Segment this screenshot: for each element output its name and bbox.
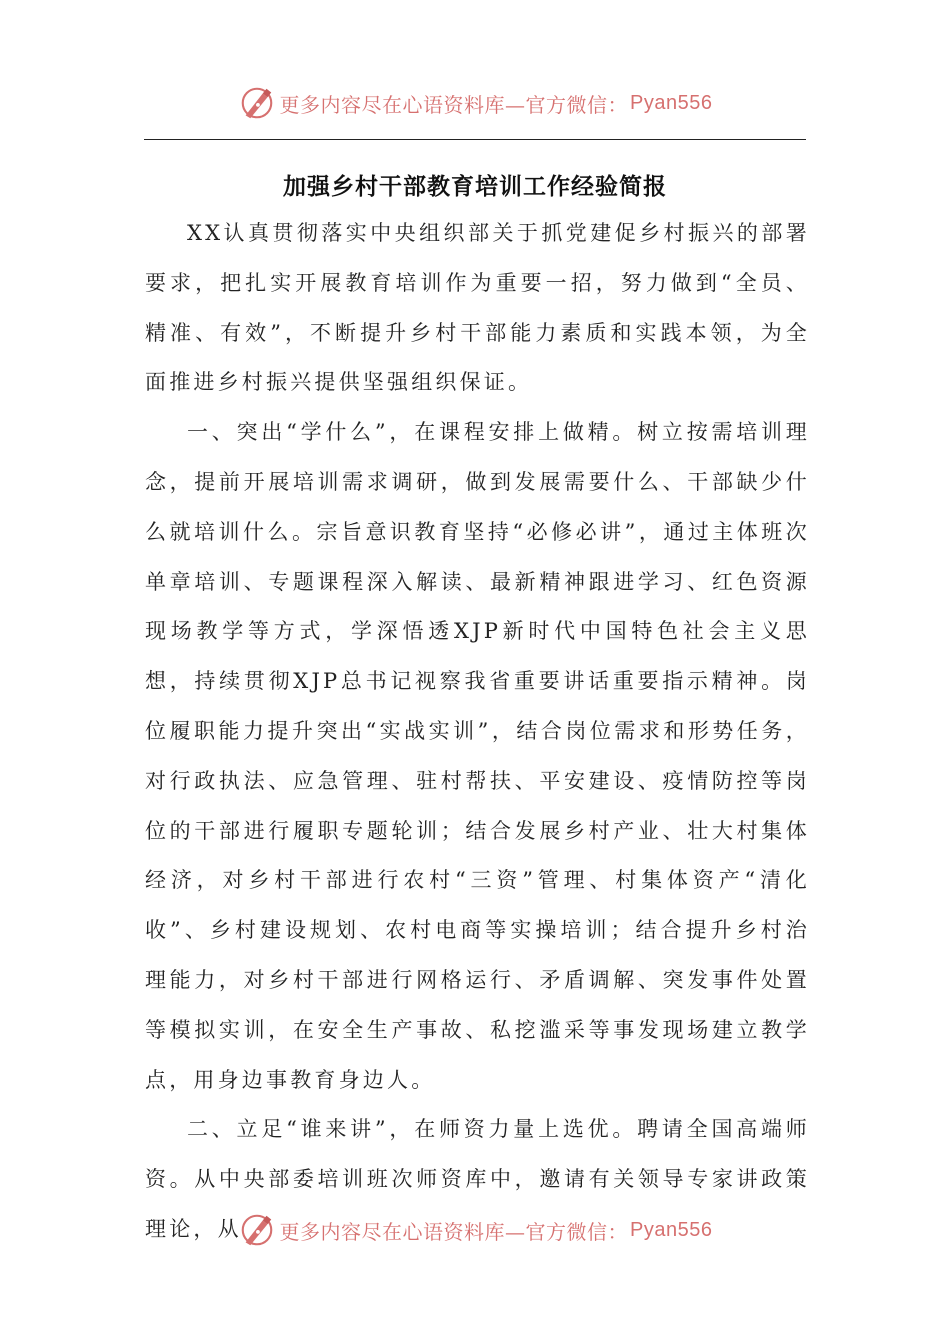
paragraph: XX认真贯彻落实中央组织部关于抓党建促乡村振兴的部署要求，把扎实开展教育培训作为重要一招，努力做到“全员、精准、有效”，不断提升乡村干部能力素质和实践本领，为全面推进乡村振兴提供坚强组织保证。 [145, 221, 810, 395]
pen-nib-circle-icon [238, 84, 276, 122]
watermark-text: 更多内容尽在心语资料库—官方微信： [279, 1219, 629, 1244]
watermark-wechat-id: Pyan556 [630, 1218, 713, 1241]
watermark-text: 更多内容尽在心语资料库—官方微信： [279, 92, 629, 117]
watermark-wechat-id: Pyan556 [630, 91, 713, 114]
document-title: 加强乡村干部教育培训工作经验简报 [283, 174, 667, 200]
paragraph: 一、突出“学什么”，在课程安排上做精。树立按需培训理念，提前开展培训需求调研，做到发展需要什么、干部缺少什么就培训什么。宗旨意识教育坚持“必修必讲”，通过主体班次单章培训、专题课程深入解读、最新精神跟进学习、红色资源现场教学等方式，学深悟透XJP新时代中国特色社会主义思想，持续贯彻XJP总书记视察我省重要讲话重要指示精神。岗位履职能力提升突出“实战实训”，结合岗位需求和形势任务，对行政执法、应急管理、驻村帮扶、平安建设、疫情防控等岗位的干部进行履职专题轮训；结合发展乡村产业、壮大村集体经济，对乡村干部进行农村“三资”管理、村集体资产“清化收”、乡村建设规划、农村电商等实操培训；结合提升乡村治理能力，对乡村干部进行网格运行、矛盾调解、突发事件处置等模拟实训，在安全生产事故、私挖滥采等事发现场建立教学点，用身边事教育身边人。 [145, 420, 810, 1092]
watermark-banner-bottom [0, 1210, 950, 1250]
header-rule [144, 139, 806, 140]
pen-nib-circle-icon [238, 1211, 276, 1249]
document-body [145, 209, 810, 1255]
paragraph: 二、立足“谁来讲”，在师资力量上选优。聘请全国高端师资。从中央部委培训班次师资库中，邀请有关领导专家讲政策理论，从 [145, 1117, 810, 1241]
watermark-banner-top [0, 83, 950, 123]
